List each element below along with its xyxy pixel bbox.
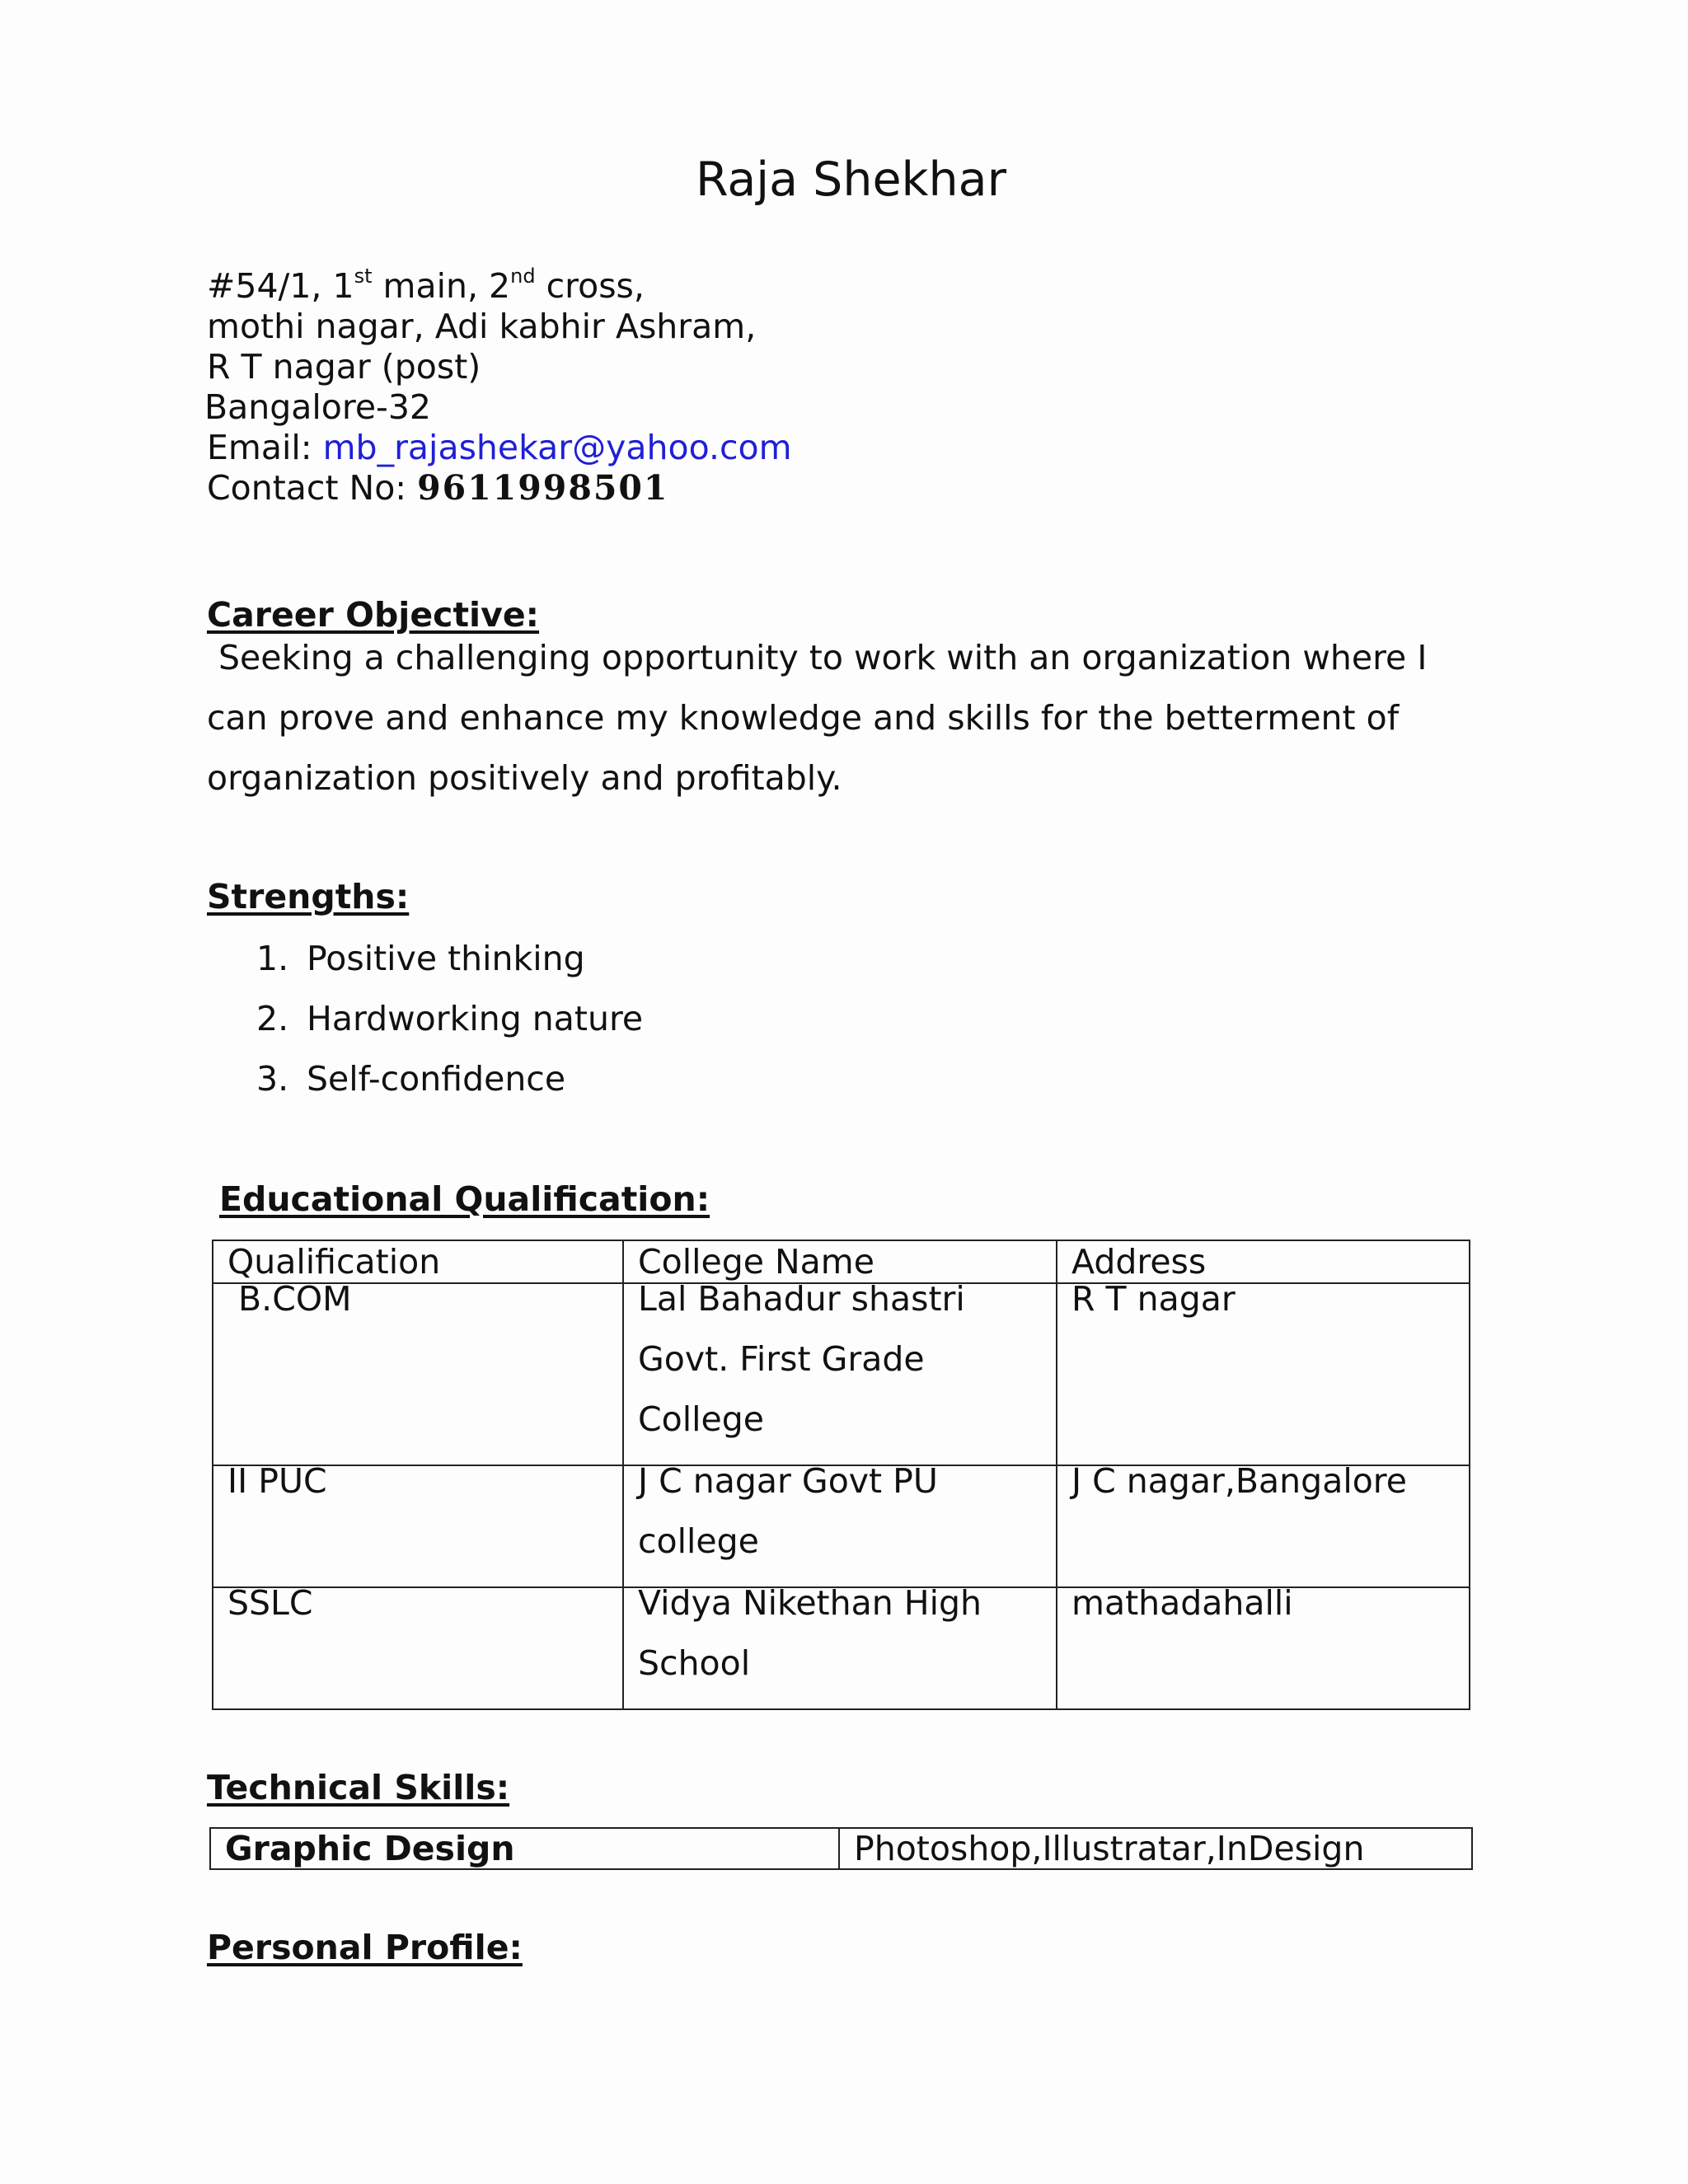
table-row xyxy=(213,1283,1470,1465)
contact-number: 9611998501 xyxy=(417,468,669,508)
table-cell-college xyxy=(623,1279,1057,1465)
list-number: 3. xyxy=(256,1059,289,1099)
cell-text: SSLC xyxy=(227,1583,313,1623)
table-row xyxy=(213,1587,1470,1709)
column-header-college: College Name xyxy=(623,1240,1057,1283)
table-cell-college xyxy=(623,1583,1057,1709)
list-number: 1. xyxy=(256,939,289,978)
technical-skills-table xyxy=(209,1827,1473,1870)
column-header-address: Address xyxy=(1057,1240,1470,1283)
skill-tools: Photoshop,Illustratar,InDesign xyxy=(839,1828,1472,1869)
list-item xyxy=(207,929,643,989)
cell-text: J C nagar Govt PU college xyxy=(638,1461,938,1561)
education-heading: Educational Qualification: xyxy=(219,1179,710,1219)
cell-text: Lal Bahadur shastri Govt. First Grade College xyxy=(638,1279,965,1439)
cell-text: mathadahalli xyxy=(1071,1583,1293,1623)
email-label: Email: xyxy=(207,428,323,467)
address-line-1-part-3: cross, xyxy=(535,266,645,306)
table-cell-address xyxy=(1057,1583,1470,1709)
strengths-list xyxy=(207,929,643,1109)
strength-label: Positive thinking xyxy=(307,939,585,978)
career-objective-text: Seeking a challenging opportunity to work with an organization where I can prove and enhance my knowledge and skills for the betterment of organization positively and profitably. xyxy=(207,638,1428,798)
address-line-1 xyxy=(207,266,792,307)
list-number: 2. xyxy=(256,999,289,1038)
table-cell-qualification xyxy=(213,1583,623,1709)
career-objective-heading: Career Objective: xyxy=(207,595,540,635)
candidate-name: Raja Shekhar xyxy=(695,152,1007,207)
table-row xyxy=(210,1828,1472,1869)
address-line-4: Bangalore-32 xyxy=(204,387,432,427)
address-block xyxy=(204,265,792,509)
strengths-heading: Strengths: xyxy=(207,877,410,916)
skill-name: Graphic Design xyxy=(210,1828,839,1869)
cell-text: J C nagar,Bangalore xyxy=(1071,1461,1407,1501)
table-cell-college xyxy=(623,1461,1057,1587)
technical-skills-heading: Technical Skills: xyxy=(207,1768,510,1807)
email-line xyxy=(207,428,792,468)
cell-text: R T nagar xyxy=(1071,1279,1236,1319)
table-row xyxy=(213,1465,1470,1587)
address-line-1-part-2: main, 2 xyxy=(372,266,511,306)
table-cell-qualification xyxy=(213,1279,623,1465)
email-link[interactable]: mb_rajashekar@yahoo.com xyxy=(322,428,792,467)
table-cell-qualification xyxy=(213,1461,623,1587)
contact-line xyxy=(207,468,792,509)
address-line-2: mothi nagar, Adi kabhir Ashram, xyxy=(207,307,757,346)
ordinal-suffix-st: st xyxy=(354,265,373,288)
ordinal-suffix-nd: nd xyxy=(510,265,536,288)
cell-text: Vidya Nikethan High School xyxy=(638,1583,982,1683)
strength-label: Hardworking nature xyxy=(307,999,644,1038)
list-item xyxy=(207,989,643,1049)
address-line-3: R T nagar (post) xyxy=(207,347,481,387)
table-cell-address xyxy=(1057,1279,1470,1465)
education-table xyxy=(212,1240,1470,1710)
list-item xyxy=(207,1049,643,1109)
personal-profile-heading: Personal Profile: xyxy=(207,1928,523,1967)
column-header-qualification: Qualification xyxy=(213,1240,623,1283)
cell-text: B.COM xyxy=(227,1279,352,1319)
cell-text: II PUC xyxy=(227,1461,327,1501)
table-cell-address xyxy=(1057,1461,1470,1587)
strength-label: Self-confidence xyxy=(307,1059,566,1099)
address-line-1-part-1: #54/1, 1 xyxy=(207,266,354,306)
contact-label: Contact No: xyxy=(207,468,418,508)
